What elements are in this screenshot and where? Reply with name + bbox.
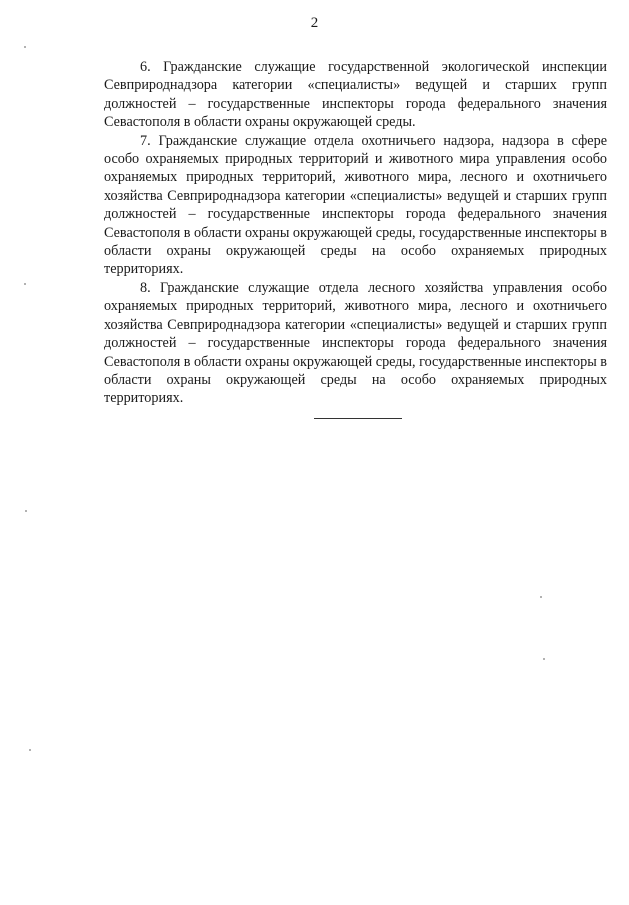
scan-speck — [29, 749, 31, 751]
paragraph-item-7: 7. Гражданские служащие отдела охотничьего надзора, надзора в сфере особо охраняемых природных территорий и животного мира управления особо охраняемых природных территорий, животного мира, лесного и охотничьего хозяйства Севприроднадзора категории «специалисты» ведущей и старших групп должностей – государственные инспекторы города федерального значения Севастополя в области охраны окружающей среды, государственные инспекторы в области охраны окружающей среды на особо охраняемых природных территориях. — [104, 132, 607, 278]
paragraph-item-6: 6. Гражданские служащие государственной экологической инспекции Севприроднадзора категории «специалисты» ведущей и старших групп должностей – государственные инспекторы города федерального значения Севастополя в области охраны окружающей среды. — [104, 59, 607, 131]
paragraph-item-8: 8. Гражданские служащие отдела лесного хозяйства управления особо охраняемых природных территорий, животного мира, лесного и охотничьего хозяйства Севприроднадзора категории «специалисты» ведущей и старших групп должностей – государственные инспекторы города федерального значения Севастополя в области охраны окружающей среды, государственные инспекторы в области охраны окружающей среды на особо охраняемых природных территориях. — [104, 279, 607, 407]
scan-speck — [540, 596, 542, 598]
document-body — [104, 58, 607, 408]
page-number: 2 — [310, 15, 319, 31]
scan-speck — [25, 510, 27, 512]
scan-speck — [543, 658, 545, 660]
scan-speck — [24, 283, 26, 285]
scan-speck — [24, 46, 26, 48]
end-divider-line — [314, 418, 402, 419]
